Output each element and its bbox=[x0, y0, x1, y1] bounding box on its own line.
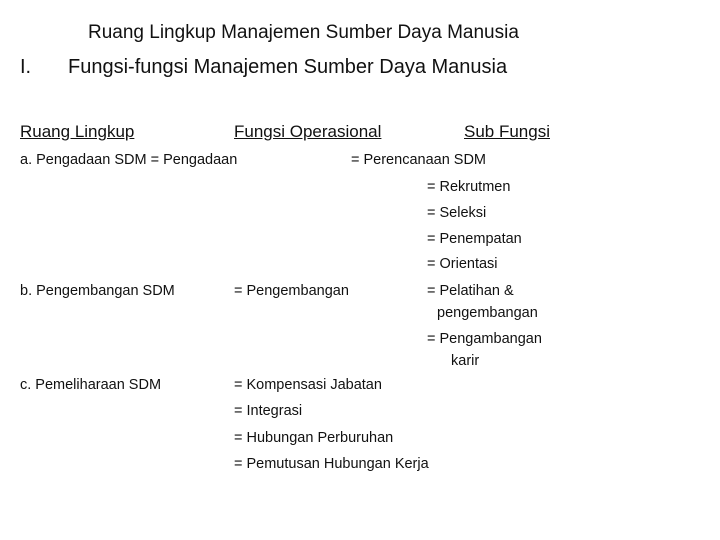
slide-title: Ruang Lingkup Manajemen Sumber Daya Manusia bbox=[88, 22, 519, 43]
row-b-operational: = Pengembangan bbox=[234, 283, 349, 299]
row-b-sub-item: karir bbox=[451, 353, 480, 369]
row-b-sub-item: = Pengambangan bbox=[427, 331, 542, 347]
row-a-sub-item: = Seleksi bbox=[427, 205, 487, 221]
row-a-sub-item: = Rekrutmen bbox=[427, 179, 511, 195]
section-heading: Fungsi-fungsi Manajemen Sumber Daya Manusia bbox=[68, 56, 508, 78]
column-header-operational: Fungsi Operasional bbox=[234, 122, 382, 141]
column-header-scope: Ruang Lingkup bbox=[20, 122, 135, 141]
row-a-sub-item: = Perencanaan SDM bbox=[351, 152, 487, 168]
column-header-sub: Sub Fungsi bbox=[464, 122, 550, 141]
row-c-operational-item: = Kompensasi Jabatan bbox=[234, 377, 382, 393]
row-b-scope: b. Pengembangan SDM bbox=[20, 283, 175, 299]
section-number: I. bbox=[20, 56, 32, 78]
row-c-operational-item: = Integrasi bbox=[234, 403, 303, 419]
row-a-sub-item: = Orientasi bbox=[427, 256, 498, 272]
row-a-sub-item: = Penempatan bbox=[427, 231, 522, 247]
row-b-sub-item: = Pelatihan & bbox=[427, 283, 514, 299]
row-b-sub-item: pengembangan bbox=[437, 305, 538, 321]
row-a-scope: a. Pengadaan SDM = Pengadaan bbox=[20, 152, 238, 168]
row-c-operational-item: = Pemutusan Hubungan Kerja bbox=[234, 456, 429, 472]
row-c-scope: c. Pemeliharaan SDM bbox=[20, 377, 162, 393]
row-c-operational-item: = Hubungan Perburuhan bbox=[234, 430, 394, 446]
